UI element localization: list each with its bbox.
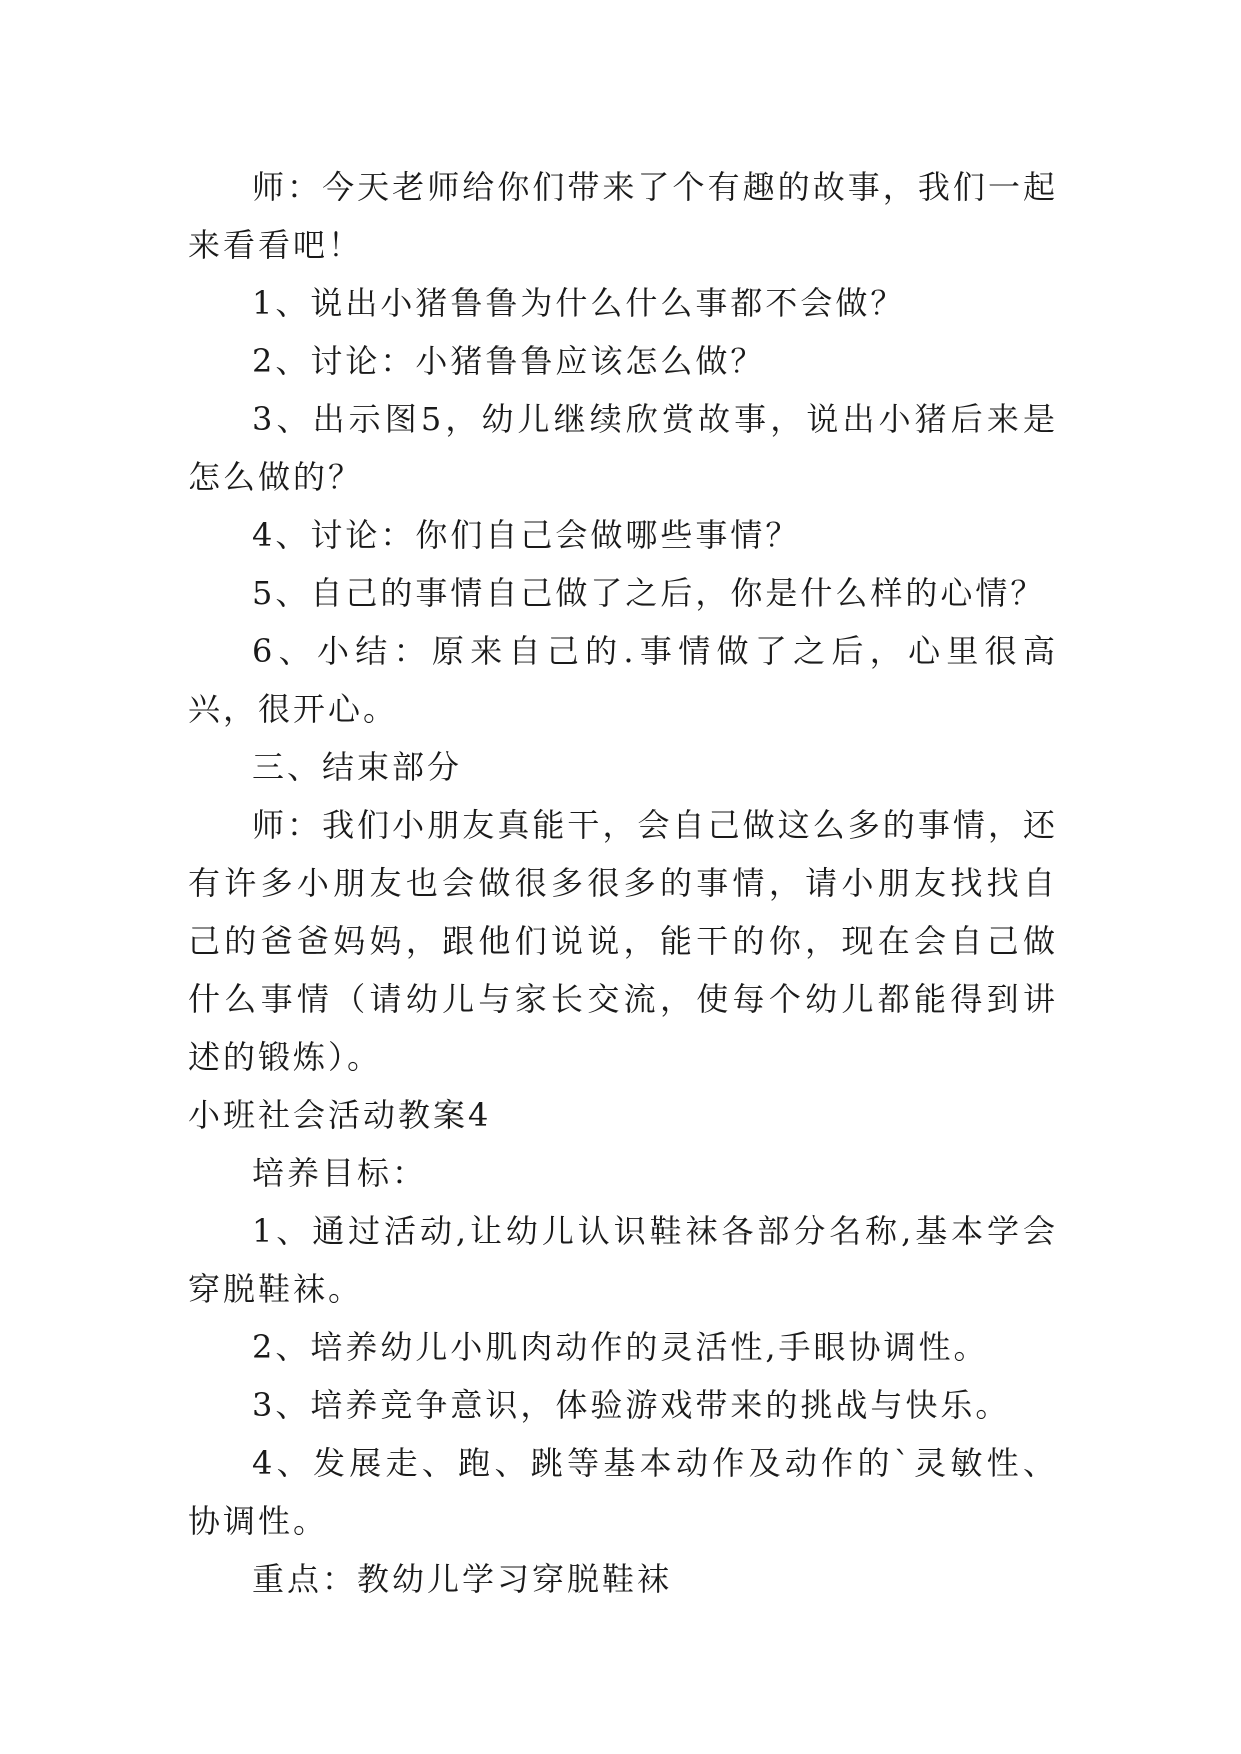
paragraph: 重点：教幼儿学习穿脱鞋袜 xyxy=(252,1560,673,1598)
list-item: 3、出示图5，幼儿继续欣赏故事，说出小猪后来是怎么做的？ xyxy=(188,400,1058,496)
list-item: 4、发展走、跑、跳等基本动作及动作的`灵敏性、协调性。 xyxy=(188,1444,1058,1540)
list-item: 6、小结：原来自己的.事情做了之后，心里很高兴，很开心。 xyxy=(188,632,1058,728)
section-heading: 三、结束部分 xyxy=(252,748,463,786)
section-heading: 培养目标： xyxy=(252,1154,428,1192)
document-title: 小班社会活动教案4 xyxy=(188,1096,492,1134)
document-body xyxy=(188,158,1058,1608)
list-item: 5、自己的事情自己做了之后，你是什么样的心情？ xyxy=(252,574,1046,612)
list-item: 2、讨论：小猪鲁鲁应该怎么做？ xyxy=(252,342,766,380)
paragraph: 师：我们小朋友真能干，会自己做这么多的事情，还有许多小朋友也会做很多很多的事情，请小朋友找找自己的爸爸妈妈，跟他们说说，能干的你，现在会自己做什么事情（请幼儿与家长交流，使每个幼儿都能得到讲述的锻炼）。 xyxy=(188,806,1058,1076)
list-item: 2、培养幼儿小肌肉动作的灵活性,手眼协调性。 xyxy=(252,1328,989,1366)
list-item: 1、通过活动,让幼儿认识鞋袜各部分名称,基本学会穿脱鞋袜。 xyxy=(188,1212,1058,1308)
list-item: 1、说出小猪鲁鲁为什么什么事都不会做？ xyxy=(252,284,906,322)
paragraph: 师：今天老师给你们带来了个有趣的故事，我们一起来看看吧！ xyxy=(188,168,1058,264)
list-item: 4、讨论：你们自己会做哪些事情？ xyxy=(252,516,801,554)
list-item: 3、培养竞争意识，体验游戏带来的挑战与快乐。 xyxy=(252,1386,1011,1424)
